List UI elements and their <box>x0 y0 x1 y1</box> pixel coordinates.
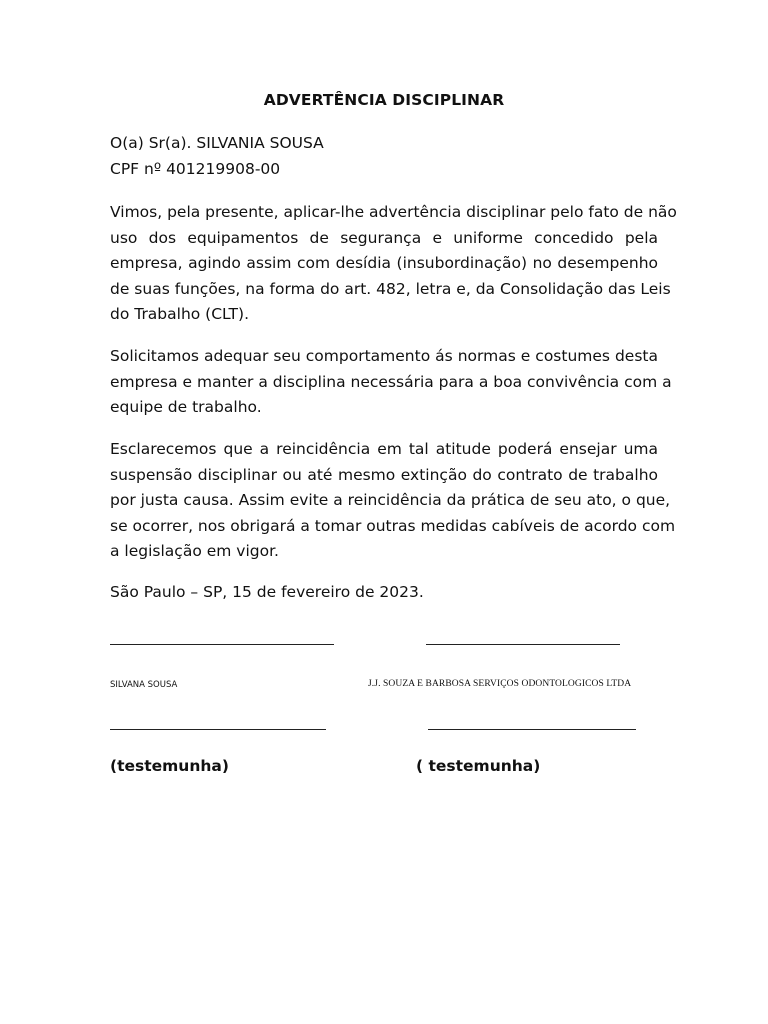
paragraph-1 <box>110 200 677 328</box>
paragraph-1-line: de suas funções, na forma do art. 482, letra e, da Consolidação das Leis <box>110 279 671 298</box>
paragraph-3-line: a legislação em vigor. <box>110 542 279 560</box>
employee-name: SILVANA SOUSA <box>110 680 178 690</box>
date-line: São Paulo – SP, 15 de fevereiro de 2023. <box>110 583 424 601</box>
paragraph-1-line: do Trabalho (CLT). <box>110 305 250 323</box>
paragraph-3 <box>110 437 676 565</box>
paragraph-2 <box>110 344 672 421</box>
witness1-signature-line <box>110 729 326 730</box>
paragraph-3-line: por justa causa. Assim evite a reincidência da prática de seu ato, o que, <box>110 491 671 509</box>
paragraph-2-line: equipe de trabalho. <box>110 398 262 416</box>
witness2-signature-line <box>428 729 636 730</box>
witness2-label: ( testemunha) <box>416 757 541 775</box>
employee-signature-line <box>110 644 334 645</box>
paragraph-1-line: Vimos, pela presente, aplicar-lhe advertência disciplinar pelo fato de não <box>110 203 677 221</box>
cpf-line: CPF nº 401219908-00 <box>110 160 281 178</box>
paragraph-2-line: Solicitamos adequar seu comportamento ás normas e costumes desta <box>110 347 658 365</box>
document-title: ADVERTÊNCIA DISCIPLINAR <box>263 91 505 109</box>
paragraph-1-line: uso dos equipamentos de segurança e uniforme concedido pela <box>110 228 658 247</box>
paragraph-3-line: se ocorrer, nos obrigará a tomar outras medidas cabíveis de acordo com <box>110 516 676 535</box>
recipient-line: O(a) Sr(a). SILVANIA SOUSA <box>110 134 324 152</box>
paragraph-3-line: Esclarecemos que a reincidência em tal atitude poderá ensejar uma <box>110 440 658 458</box>
company-name: J.J. SOUZA E BARBOSA SERVIÇOS ODONTOLOGICOS LTDA <box>368 679 632 689</box>
paragraph-2-line: empresa e manter a disciplina necessária para a boa convivência com a <box>110 372 672 391</box>
paragraph-1-line: empresa, agindo assim com desídia (insubordinação) no desempenho <box>110 254 658 272</box>
witness1-label: (testemunha) <box>110 757 229 775</box>
company-signature-line <box>426 644 620 645</box>
paragraph-3-line: suspensão disciplinar ou até mesmo extinção do contrato de trabalho <box>110 465 658 484</box>
